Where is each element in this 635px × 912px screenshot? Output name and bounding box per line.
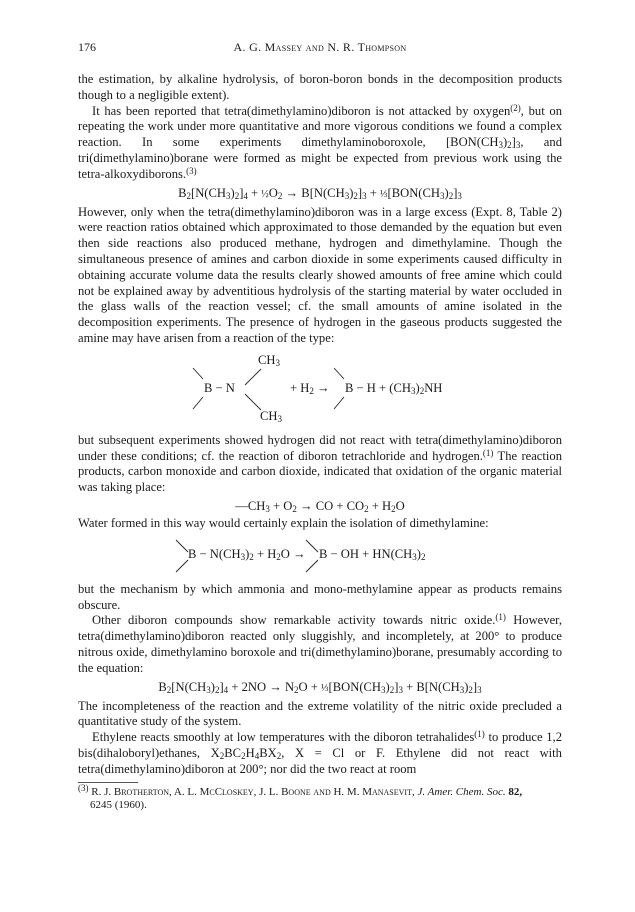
methyl-top: $CH_3$ (258, 352, 280, 368)
p6-text: but the mechanism by which ammonia and mono-methylamine appear as products remains obscure. (78, 581, 562, 612)
running-title: A. G. Massey and N. R. Thompson (233, 40, 407, 54)
footnote-marker: (3) (78, 782, 89, 793)
p3-text: However, only when the tetra(dimethylamino)diboron was in a large excess (Expt. 8, Table 2) were reaction ratios obtained which approximated to those demanded by the equation but even then side reactions also produced methane, hydrogen and dimethylamine. Though the simultaneous presence of amines and carbon dioxide in some experiments caused difficulty in obtaining accurate volume data the results clearly showed amounts of free amine which could not be explained away by adventitious hydrolysis of the starting material by water occluded in the glass walls of the reaction vessel; cf. the small amounts of amine isolated in the decomposition experiments. The presence of hydrogen in the gaseous products suggested the amine may have arisen from a reaction of the type: (78, 204, 562, 345)
p8-text: The incompleteness of the reaction and the extreme volatility of the nitric oxide precluded a quantitative study of the system. (78, 698, 562, 729)
footnote-pages: 6245 (1960). (90, 798, 147, 811)
methyl-bottom: $CH_3$ (260, 408, 282, 424)
paragraph-water (78, 516, 562, 532)
equation-methyl-oxidation: $—CH_3 + O_2$ → CO + $CO_2 + H_2O$ (235, 498, 405, 514)
p5-text: Water formed in this way would certainly explain the isolation of dimethylamine: (78, 515, 489, 530)
p1-text: the estimation, by alkaline hydrolysis, of boron-boron bonds in the decomposition products though to a negligible extent). (78, 72, 562, 102)
equation-nitric-oxide: $B_2[N(CH_3)_2]_4 + 2NO \to N_2O$ + $\frac{1}{3}[BON(CH_3)_2]_3 + B[N(CH_3)_2]_3$ (158, 679, 482, 695)
hydrolysis-reactants: $B - N(CH_3)_2 + H_2O$ → (188, 546, 306, 562)
reaction-scheme-hydrolysis (78, 532, 562, 582)
paragraph-excess (78, 205, 562, 347)
reaction-scheme-hydrogen (78, 347, 562, 433)
page-number: 176 (78, 40, 96, 54)
paragraph-nitric-oxide: Other diboron compounds show remarkable activity towards nitric oxide.$^{(1)}$ However, tetra(dimethylamino)diboron reacted only sluggishly, and incompletely, at 200° to produce nitrous oxide, dimethylamino boroxole and tri(dimethylamino)borane, presumably according to the equation: (78, 612, 562, 675)
plus-hydrogen: + $H_2$ → (290, 380, 330, 396)
footnote-authors: R. J. Brotherton, A. L. McCloskey, J. L. Boone and H. M. Manasevit, (91, 785, 415, 798)
paragraph-ethylene: Ethylene reacts smoothly at low temperatures with the diboron tetrahalides$^{(1)}$ to produce 1,2 bis(dihaloboryl)ethanes, $X_2BC_2H_4BX_2$, X = Cl or F. Ethylene did not react with tetra(dimethylamino)diboron at 200°; nor did the two react at room (78, 729, 562, 776)
page (78, 40, 562, 812)
b-h-product: $B - H + (CH_3)_2NH$ (345, 380, 443, 396)
paragraph-oxygen: It has been reported that tetra(dimethylamino)diboron is not attacked by oxygen$^{(2)}$, but on repeating the work under more quantitative and more vigorous conditions we found a complex reaction. In some experiments dimethylaminoboroxole, $[BON(CH_3)_2]_3$, and tri(dimethylamino)borane were formed as might be expected from previous work using the tetra-alkoxydiborons.$^{(3)}$ (78, 102, 562, 181)
equation-oxidation: $B_2[N(CH_3)_2]_4$ + $\frac{1}{2}O_2 \to B[N(CH_3)_2]_3$ + $\frac{1}{3}[BON(CH_3)_2]_3$ (178, 185, 462, 201)
paragraph-mechanism (78, 582, 562, 614)
paragraph-continuation (78, 72, 562, 104)
footnote-volume: 82, (508, 785, 523, 798)
footnote-journal: J. Amer. Chem. Soc. (417, 785, 506, 798)
b-n-bond: B − N (204, 380, 235, 395)
footnote (78, 782, 562, 812)
paragraph-incompleteness (78, 699, 562, 731)
page-header (78, 40, 562, 60)
paragraph-hydrogen: but subsequent experiments showed hydrogen did not react with tetra(dimethylamino)diboron under these conditions; cf. the reaction of diboron tetrachloride and hydrogen.$^{(1)}$ The reaction products, carbon monoxide and carbon dioxide, indicated that oxidation of the organic material was taking place: (78, 432, 562, 495)
hydrolysis-products: B − OH + $HN(CH_3)_2$ (319, 546, 426, 562)
